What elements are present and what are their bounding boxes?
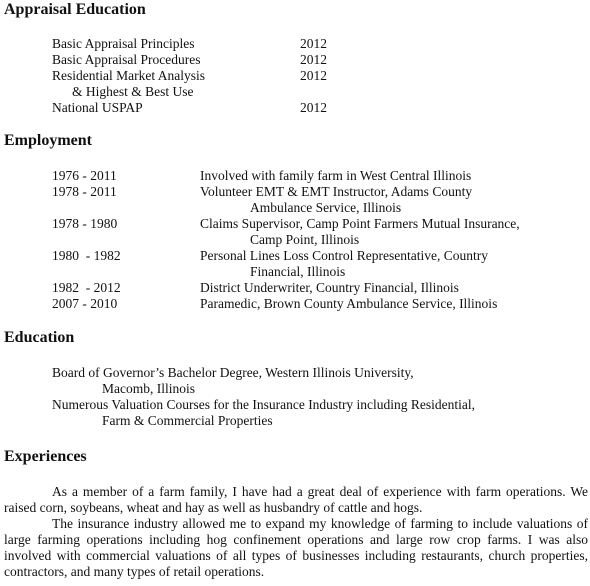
course-name: National USPAP: [52, 100, 143, 115]
education-item-continuation: Macomb, Illinois: [102, 381, 195, 396]
experience-paragraph: The insurance industry allowed me to expand my knowledge of farming to include valuations of large farming operations including hog confinement operations and large row crop farms. I was also involved with commercial valuations of all types of businesses including restaurants, church properties, contractors, and many types of retail operations.: [4, 516, 588, 579]
course-name: Basic Appraisal Procedures: [52, 52, 201, 67]
appraisal-education-heading: Appraisal Education: [4, 1, 146, 18]
course-name: Basic Appraisal Principles: [52, 36, 195, 51]
job-dates: 1978 - 2011: [52, 184, 117, 199]
job-dates: 1980 - 1982: [52, 248, 121, 263]
job-description: Personal Lines Loss Control Representative, Country: [200, 248, 488, 263]
experience-paragraph: As a member of a farm family, I have had a great deal of experience with farm operations. We raised corn, soybeans, wheat and hay as well as husbandry of cattle and hogs.: [4, 484, 588, 515]
education-item: Board of Governor’s Bachelor Degree, Western Illinois University,: [52, 365, 414, 380]
job-dates: 2007 - 2010: [52, 296, 118, 311]
education-heading: Education: [4, 329, 75, 346]
course-year: 2012: [300, 68, 327, 83]
job-description: Involved with family farm in West Central Illinois: [200, 168, 472, 183]
job-dates: 1976 - 2011: [52, 168, 117, 183]
course-year: 2012: [300, 36, 327, 51]
course-year: 2012: [300, 52, 327, 67]
job-description: District Underwriter, Country Financial, Illinois: [200, 280, 459, 295]
education-item: Numerous Valuation Courses for the Insurance Industry including Residential,: [52, 397, 476, 412]
job-description: Claims Supervisor, Camp Point Farmers Mutual Insurance,: [200, 216, 520, 231]
course-name: Residential Market Analysis: [52, 68, 205, 83]
course-name-continuation: & Highest & Best Use: [72, 84, 194, 99]
job-description-continuation: Ambulance Service, Illinois: [250, 200, 402, 215]
job-dates: 1982 - 2012: [52, 280, 121, 295]
course-year: 2012: [300, 100, 327, 115]
job-description-continuation: Financial, Illinois: [250, 264, 346, 279]
job-description-continuation: Camp Point, Illinois: [250, 232, 360, 247]
experiences-heading: Experiences: [4, 448, 87, 465]
job-dates: 1978 - 1980: [52, 216, 118, 231]
education-item-continuation: Farm & Commercial Properties: [102, 413, 273, 428]
employment-heading: Employment: [4, 132, 92, 149]
job-description: Paramedic, Brown County Ambulance Service, Illinois: [200, 296, 498, 311]
job-description: Volunteer EMT & EMT Instructor, Adams County: [200, 184, 473, 199]
